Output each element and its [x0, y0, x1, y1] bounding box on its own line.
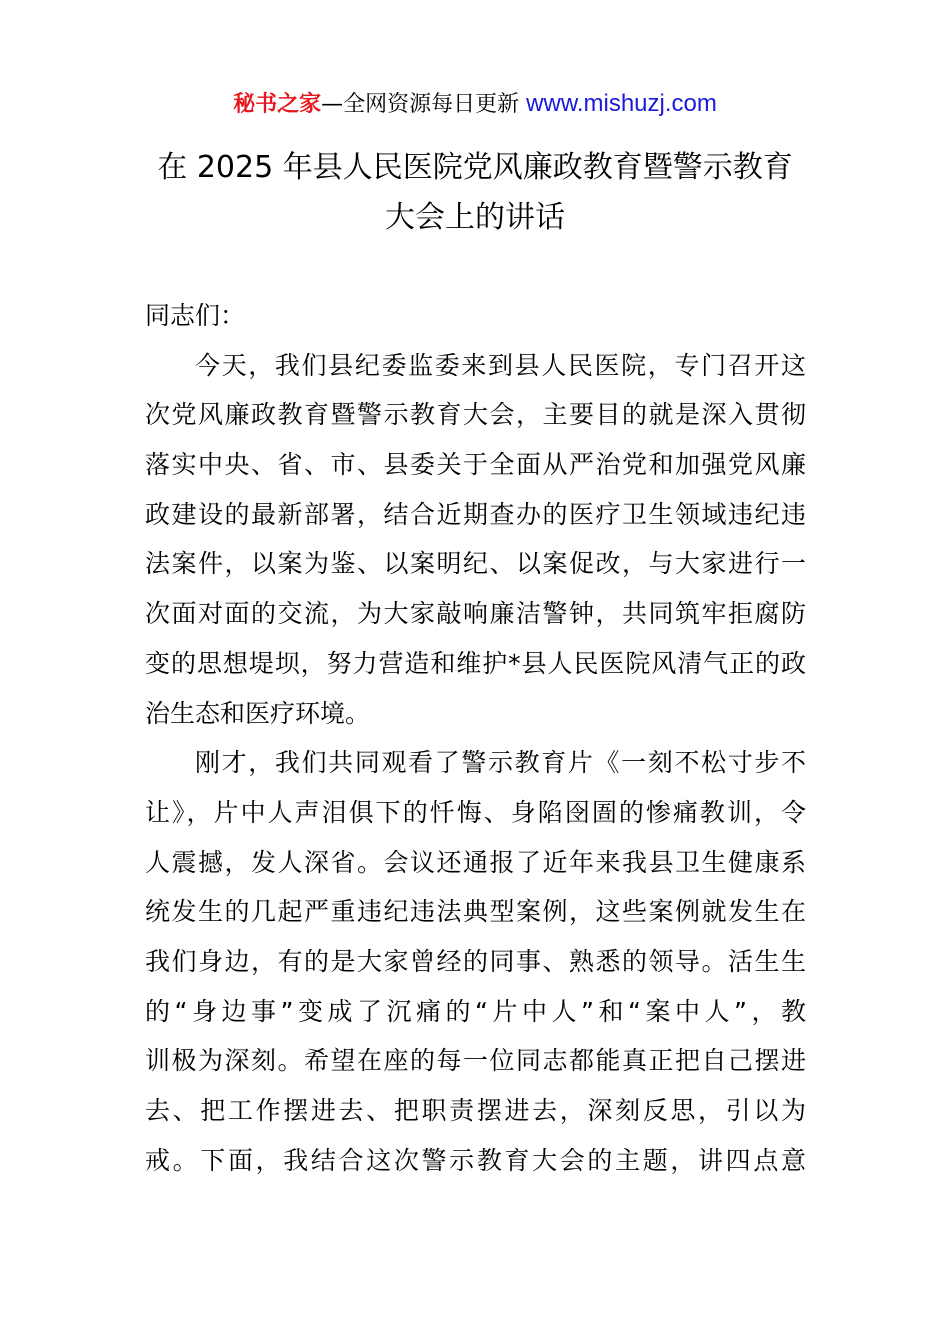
- text-line: 人震撼，发人深省。会议还通报了近年来我县卫生健康系: [145, 847, 806, 877]
- text-line: 治生态和医疗环境。: [145, 698, 371, 728]
- text-line: 戒。下面，我结合这次警示教育大会的主题，讲四点意: [145, 1145, 806, 1175]
- text-line: 政建设的最新部署，结合近期查办的医疗卫生领域违纪违: [145, 499, 806, 529]
- document-title-line-1: 在 2025 年县人民医院党风廉政教育暨警示教育: [157, 150, 793, 185]
- document-title-line-2: 大会上的讲话: [385, 200, 565, 235]
- text-line: 我们身边，有的是大家曾经的同事、熟悉的领导。活生生: [145, 946, 806, 976]
- text-line: 统发生的几起严重违纪违法典型案例，这些案例就发生在: [145, 897, 806, 927]
- text-line: 落实中央、省、市、县委关于全面从严治党和加强党风廉: [145, 450, 806, 480]
- text-line: 变的思想堤坝，努力营造和维护*县人民医院风清气正的政: [145, 648, 806, 678]
- text-line: 让》，片中人声泪俱下的忏悔、身陷囹圄的惨痛教训，令: [145, 797, 806, 827]
- salutation: 同志们：: [145, 301, 246, 330]
- slogan: —全网资源每日更新: [321, 92, 527, 117]
- text-line: 今天，我们县纪委监委来到县人民医院，专门召开这: [195, 350, 806, 380]
- text-line: 去、把工作摆进去、把职责摆进去，深刻反思，引以为: [145, 1096, 806, 1125]
- text-line: 的“身边事”变成了沉痛的“片中人”和“案中人”，教: [145, 996, 806, 1026]
- text-line: 次党风廉政教育暨警示教育大会，主要目的就是深入贯彻: [145, 400, 806, 430]
- text-line: 训极为深刻。希望在座的每一位同志都能真正把自己摆进: [145, 1046, 806, 1076]
- document-body: [145, 291, 806, 1185]
- brand-name: 秘书之家: [233, 92, 322, 117]
- text-line: 次面对面的交流，为大家敲响廉洁警钟，共同筑牢拒腐防: [145, 599, 806, 629]
- text-line: 刚才，我们共同观看了警示教育片《一刻不松寸步不: [195, 748, 806, 778]
- text-line: 法案件，以案为鉴、以案明纪、以案促改，与大家进行一: [145, 549, 806, 579]
- paragraph-1: [145, 341, 806, 739]
- paragraph-2: [145, 738, 806, 1185]
- watermark-header: [0, 88, 950, 121]
- site-link[interactable]: www.mishuzj.com: [526, 90, 717, 117]
